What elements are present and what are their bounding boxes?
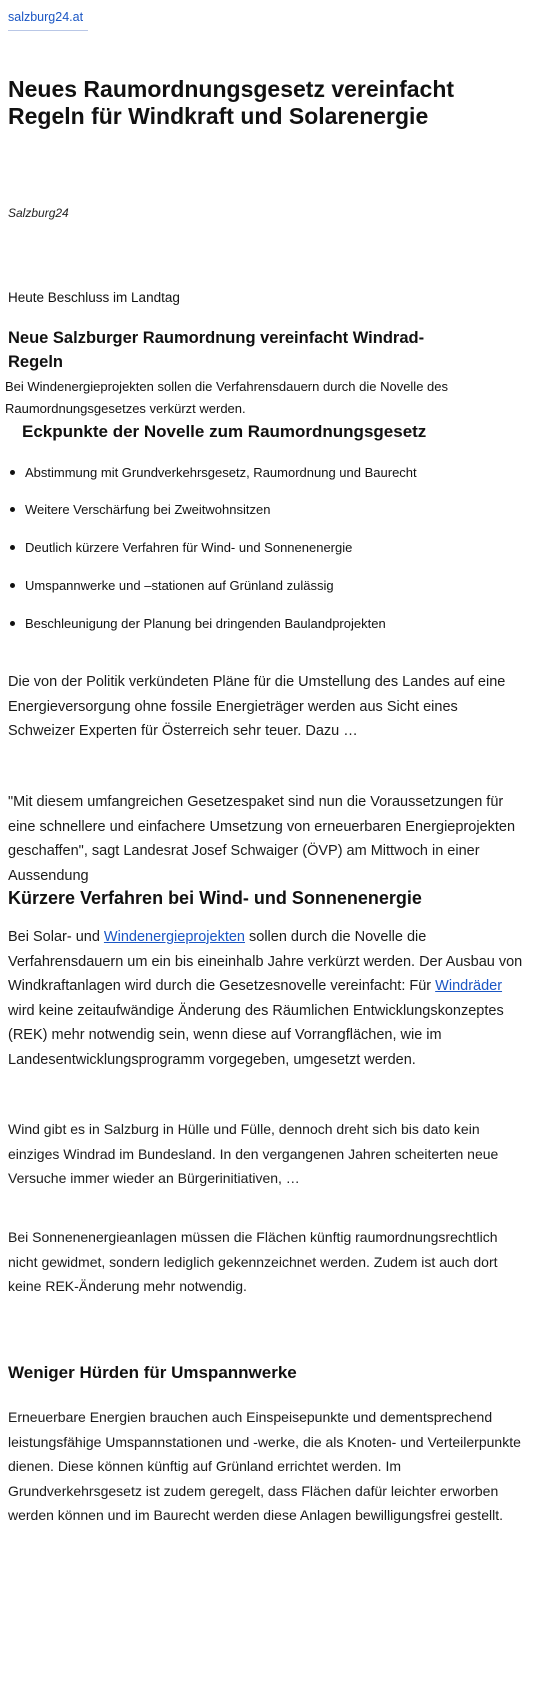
body-paragraph: Die von der Politik verkündeten Pläne für die Umstellung des Landes auf eine Energieversorgung ohne fossile Energieträger werden aus Sicht eines Schweizer Experten für Österreich sehr teuer. Dazu … (8, 674, 506, 739)
article-title: Neues Raumordnungsgesetz vereinfacht Regeln für Windkraft und Solarenergie (8, 76, 455, 129)
article-teaser: Bei Windenergieprojekten sollen die Verfahrensdauern durch die Novelle des Raumordnungsgesetzes verkürzt werden. (5, 379, 448, 416)
windraeder-link[interactable]: Windräder (435, 978, 503, 994)
list-item: Umspannwerke und –stationen auf Grünland zulässig (8, 575, 468, 596)
lead-heading: Neue Salzburger Raumordnung vereinfacht Windrad-Regeln (8, 329, 425, 371)
list-item: Abstimmung mit Grundverkehrsgesetz, Raumordnung und Baurecht (8, 462, 468, 483)
section-1-paragraph-1 (8, 925, 528, 1072)
text-run: Bei Solar- und (8, 929, 104, 945)
text-run: wird keine zeitaufwändige Änderung des Räumlichen Entwicklungskonzeptes (REK) mehr notwendig sein, wenn diese auf Vorrangflächen, wie im Landesentwicklungsprogramm vorgegeben, umgesetzt werden. (8, 1002, 504, 1068)
windenergieprojekten-link[interactable]: Windenergieprojekten (103, 929, 245, 945)
source-link[interactable]: salzburg24.at (8, 10, 88, 31)
section-1-paragraph-3: Bei Sonnenenergieanlagen müssen die Flächen künftig raumordnungsrechtlich nicht gewidmet, sondern lediglich gekennzeichnet werden. Zudem ist auch dort keine REK-Änderung mehr notwendig. (8, 1229, 498, 1294)
key-points-heading: Eckpunkte der Novelle zum Raumordnungsgesetz (22, 422, 427, 441)
publisher-name: Salzburg24 (8, 206, 69, 220)
list-item: Beschleunigung der Planung bei dringenden Baulandprojekten (8, 613, 468, 634)
section-heading-wind-solar: Kürzere Verfahren bei Wind- und Sonnenenergie (8, 888, 422, 908)
list-item: Deutlich kürzere Verfahren für Wind- und Sonnenenergie (8, 537, 468, 558)
key-points-list (8, 462, 468, 651)
section-1-paragraph-2: Wind gibt es in Salzburg in Hülle und Fülle, dennoch dreht sich bis dato kein einziges Windrad im Bundesland. In den vergangenen Jahren scheiterten neue Versuche immer wieder an Bürgerinitiativen, … (8, 1121, 499, 1186)
section-heading-substations: Weniger Hürden für Umspannwerke (8, 1363, 297, 1382)
list-item: Weitere Verschärfung bei Zweitwohnsitzen (8, 499, 468, 520)
article-kicker: Heute Beschluss im Landtag (8, 290, 180, 305)
text-run: sollen durch die Novelle die Verfahrensdauern um ein bis eineinhalb Jahre verkürzt werden. Der Ausbau von Windkraftanlagen wird durch die Gesetzesnovelle vereinfacht: Für (8, 929, 523, 994)
section-2-paragraph-1: Erneuerbare Energien brauchen auch Einspeisepunkte und dementsprechend leistungsfähige Umspannstationen und -werke, die als Knoten- und Verteilerpunkte dienen. Diese können künftig auf Grünland errichtet werden. Im Grundverkehrsgesetz ist zudem geregelt, dass Flächen dafür leichter erworben werden können und im Baurecht werden diese Anlagen bewilligungsfrei gestellt. (8, 1409, 521, 1523)
quote-paragraph: "Mit diesem umfangreichen Gesetzespaket sind nun die Voraussetzungen für eine schnellere und einfachere Umsetzung von erneuerbaren Energieprojekten geschaffen", sagt Landesrat Josef Schwaiger (ÖVP) am Mittwoch in einer Aussendung (8, 794, 516, 884)
